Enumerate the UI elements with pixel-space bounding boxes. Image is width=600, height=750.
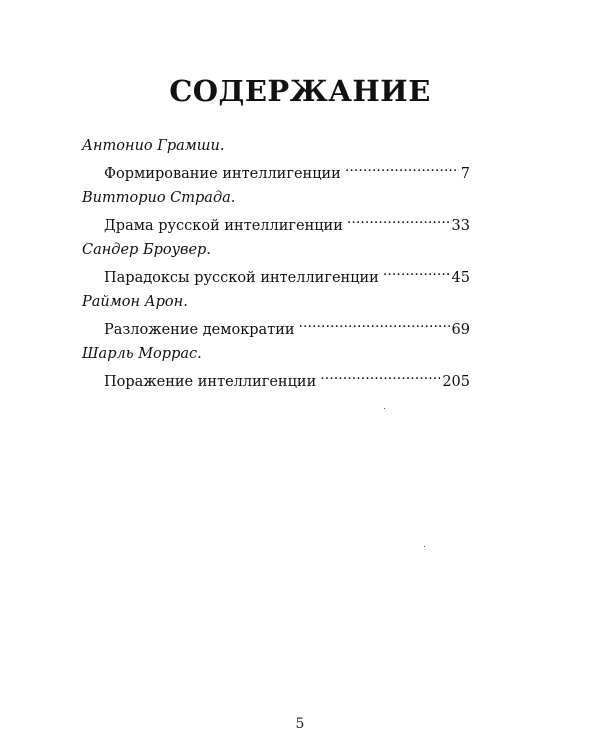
print-speck bbox=[424, 546, 425, 547]
toc-author: Антонио Грамши. bbox=[82, 138, 225, 154]
toc-line[interactable] bbox=[82, 312, 470, 338]
dot-leader bbox=[347, 208, 450, 230]
toc-entry bbox=[82, 136, 470, 182]
toc-line[interactable] bbox=[82, 208, 470, 234]
toc-line[interactable] bbox=[82, 156, 470, 182]
table-of-contents bbox=[82, 136, 470, 396]
toc-entry bbox=[82, 344, 470, 390]
toc-line[interactable] bbox=[82, 364, 470, 390]
toc-page-number: 33 bbox=[451, 218, 470, 234]
toc-page-number: 205 bbox=[442, 374, 470, 390]
toc-page-number: 69 bbox=[451, 322, 470, 338]
toc-author: Шарль Моррас. bbox=[82, 346, 202, 362]
toc-page-number: 7 bbox=[460, 166, 470, 182]
toc-title: Разложение демократии bbox=[104, 322, 295, 338]
toc-entry bbox=[82, 188, 470, 234]
toc-title: Поражение интеллигенции bbox=[104, 374, 317, 390]
toc-title: Формирование интеллигенции bbox=[104, 166, 341, 182]
toc-page-number: 45 bbox=[451, 270, 470, 286]
toc-entry bbox=[82, 240, 470, 286]
page-title: СОДЕРЖАНИЕ bbox=[169, 74, 431, 108]
toc-entry bbox=[82, 292, 470, 338]
print-speck bbox=[384, 408, 385, 409]
toc-line[interactable] bbox=[82, 260, 470, 286]
page-number: 5 bbox=[295, 716, 305, 732]
dot-leader bbox=[299, 312, 450, 334]
dot-leader bbox=[345, 156, 459, 178]
toc-title: Парадоксы русской интеллигенции bbox=[104, 270, 379, 286]
toc-author: Витторио Страда. bbox=[82, 190, 236, 206]
toc-author: Сандер Броувер. bbox=[82, 242, 211, 258]
toc-title: Драма русской интеллигенции bbox=[104, 218, 343, 234]
dot-leader bbox=[383, 260, 450, 282]
toc-author: Раймон Арон. bbox=[82, 294, 188, 310]
dot-leader bbox=[320, 364, 440, 386]
